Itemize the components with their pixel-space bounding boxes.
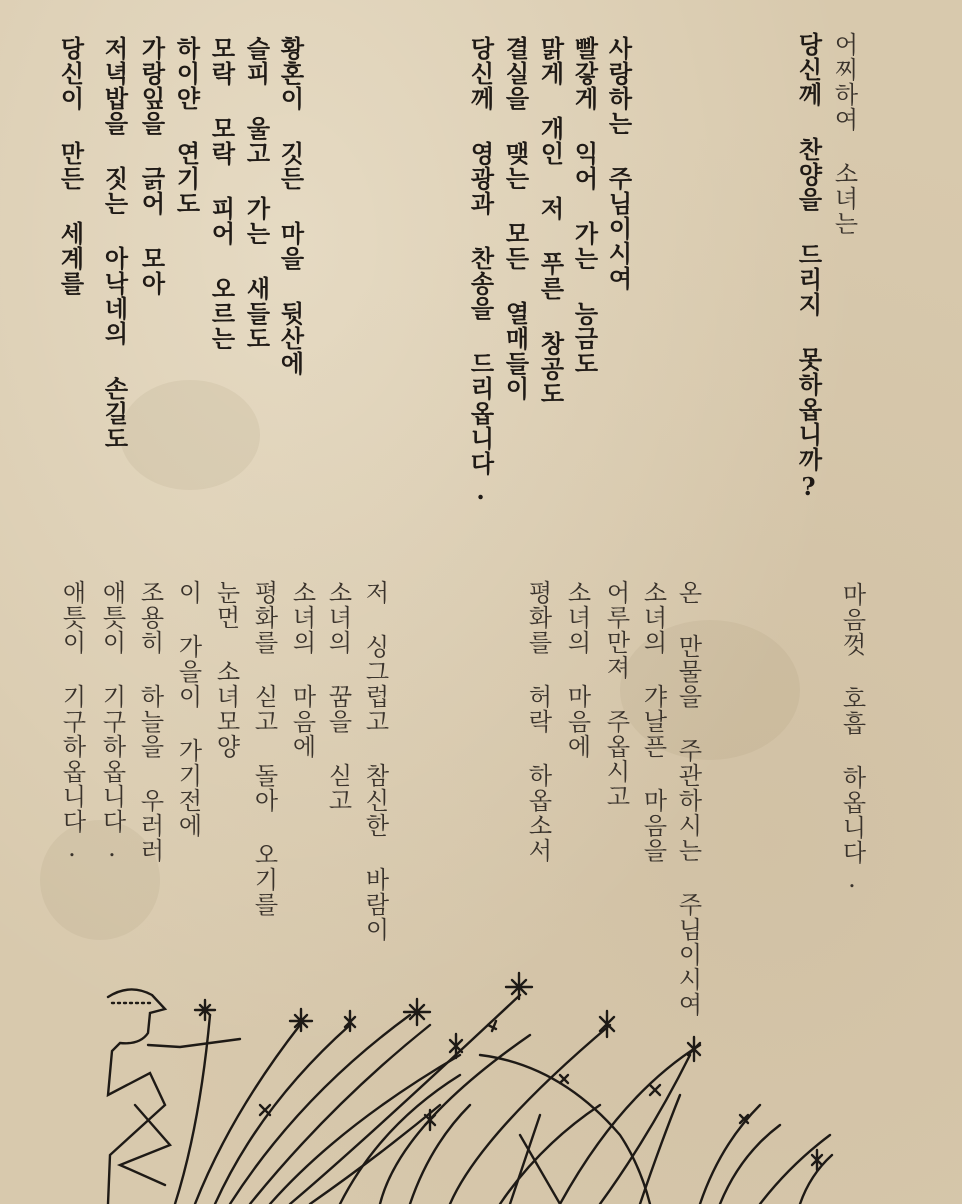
top-poem-line: 맑게 개인 저 푸른 창공도 xyxy=(536,36,565,406)
top-poem-line: 황혼이 깃든 마을 뒷산에 xyxy=(276,36,305,376)
top-poem-line: 하이얀 연기도 xyxy=(172,36,201,216)
top-poem-line: 당신께 영광과 찬송을 드리옵니다. xyxy=(466,36,495,506)
top-poem-line: 사랑하는 주님이시여 xyxy=(604,36,633,291)
bottom-poem-line: 눈먼 소녀모양 xyxy=(212,580,240,759)
bottom-poem-line: 소녀의 갸날픈 마음을 xyxy=(639,580,667,863)
top-poem-line: 빨갛게 익어 가는 능금도 xyxy=(570,36,599,376)
bottom-poem-line: 소녀의 마음에 xyxy=(288,580,316,759)
bottom-poem-line: 평화를 싣고 돌아 오기를 xyxy=(250,580,278,917)
bottom-poem-line: 어루만져 주옵시고 xyxy=(602,580,630,809)
bottom-poem-line: 온 만물을 주관하시는 주님이시여 xyxy=(674,580,702,1017)
bottom-poem-line: 이 가을이 가기전에 xyxy=(174,580,202,838)
bottom-poem-line: 평화를 허락 하옵소서 xyxy=(524,580,552,863)
bottom-poem-line: 마음껏 호흡 하옵니다. xyxy=(838,582,866,894)
bottom-poem-line: 애틋이 기구하옵니다. xyxy=(58,580,86,863)
top-poem-line: 가랑잎을 긁어 모아 xyxy=(137,36,166,296)
top-poem-line: 결실을 맺는 모든 열매들이 xyxy=(501,36,530,401)
bottom-poem-line: 소녀의 마음에 xyxy=(563,580,591,759)
top-poem-line: 어찌하여 소녀는 xyxy=(830,32,858,236)
bottom-poem-line: 조용히 하늘을 우러러 xyxy=(136,580,164,863)
bottom-poem-line: 저 싱그럽고 참신한 바람이 xyxy=(361,580,389,942)
top-poem-line: 당신이 만든 세계를 xyxy=(56,36,85,296)
top-poem-line: 슬피 울고 가는 새들도 xyxy=(242,36,271,351)
top-poem-line: 저녁밥을 짓는 아낙네의 손길도 xyxy=(100,36,129,451)
top-poem-line: 당신께 찬양을 드리지 못하옵니까? xyxy=(794,32,823,502)
bottom-poem-line: 애틋이 기구하옵니다. xyxy=(98,580,126,863)
top-poem-line: 모락 모락 피어 오르는 xyxy=(207,36,236,351)
flowers-and-figure-illustration xyxy=(0,955,962,1204)
bottom-poem-line: 소녀의 꿈을 싣고 xyxy=(324,580,352,813)
